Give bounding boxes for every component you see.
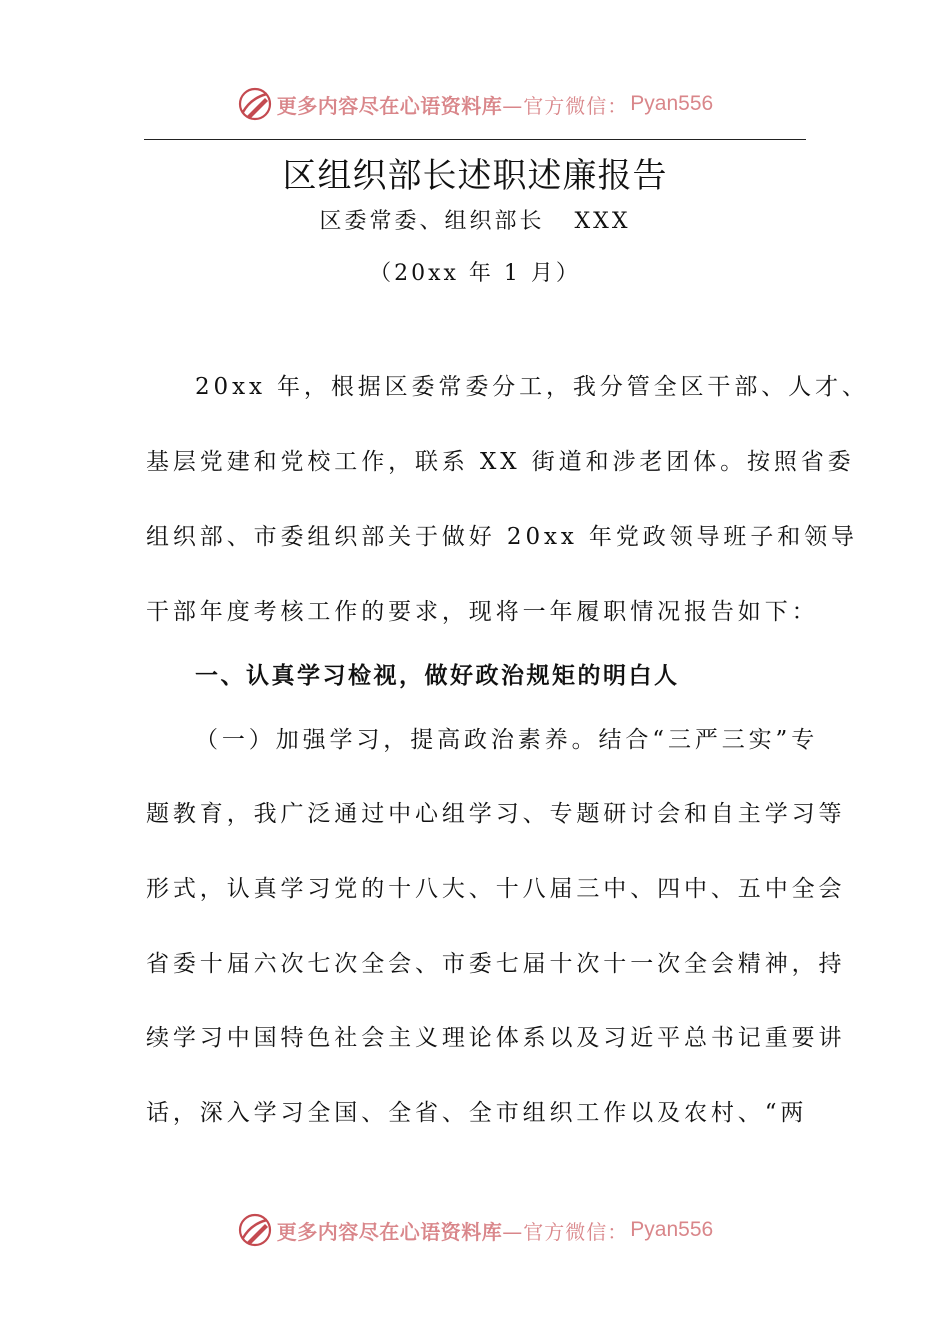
watermark-main-text: 更多内容尽在心语资料库	[276, 1219, 503, 1244]
paragraph-line: 形式，认真学习党的十八大、十八届三中、四中、五中全会	[146, 876, 846, 902]
watermark-main-text: 更多内容尽在心语资料库	[276, 93, 503, 118]
watermark-sub-text: —官方微信：	[502, 1219, 629, 1244]
pen-logo-icon	[237, 86, 273, 122]
watermark-wechat-id: Pyan556	[630, 92, 714, 115]
document-date: （20xx 年 1 月）	[369, 261, 581, 286]
header-rule	[144, 139, 806, 140]
watermark-wechat-id: Pyan556	[630, 1218, 714, 1241]
watermark-banner-bottom	[0, 1210, 950, 1250]
paragraph-line: 话，深入学习全国、全省、全市组织工作以及农村、“两	[146, 1100, 808, 1126]
pen-logo-icon	[237, 1212, 273, 1248]
paragraph-line: 20xx 年，根据区委常委分工，我分管全区干部、人才、	[195, 374, 869, 400]
watermark-banner-top	[0, 84, 950, 124]
section-heading: 一、认真学习检视，做好政治规矩的明白人	[195, 663, 680, 689]
paragraph-line: 干部年度考核工作的要求，现将一年履职情况报告如下：	[146, 599, 819, 625]
paragraph-line: 组织部、市委组织部关于做好 20xx 年党政领导班子和领导	[146, 524, 858, 550]
paragraph-line: 基层党建和党校工作，联系 XX 街道和涉老团体。按照省委	[146, 449, 855, 475]
watermark-sub-text: —官方微信：	[502, 93, 629, 118]
paragraph-line: （一）加强学习，提高政治素养。结合“三严三实”专	[195, 727, 819, 753]
paragraph-line: 续学习中国特色社会主义理论体系以及习近平总书记重要讲	[146, 1025, 846, 1051]
paragraph-line: 省委十届六次七次全会、市委七届十次十一次全会精神，持	[146, 951, 846, 977]
document-author: 区委常委、组织部长 XXX	[319, 209, 631, 234]
paragraph-line: 题教育，我广泛通过中心组学习、专题研讨会和自主学习等	[146, 801, 846, 827]
document-title: 区组织部长述职述廉报告	[282, 156, 668, 196]
